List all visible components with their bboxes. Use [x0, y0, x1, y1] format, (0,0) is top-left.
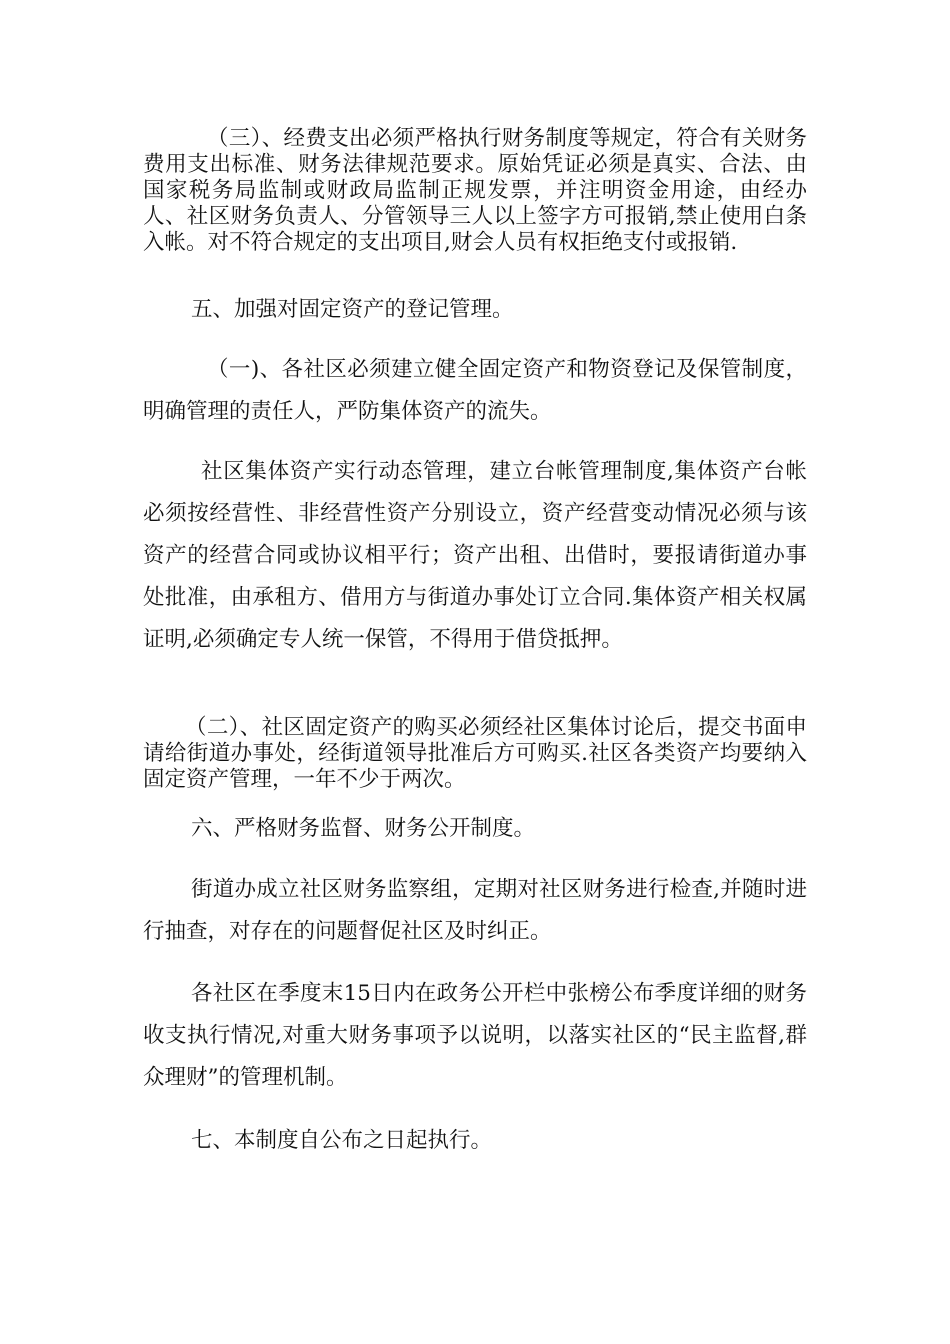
paragraph-2-asset-purchase: （二）、社区固定资产的购买必须经社区集体讨论后，提交书面申请给街道办事处，经街道领导批准后方可购买.社区各类资产均要纳入固定资产管理，一年不少于两次。	[143, 715, 807, 792]
paragraph-3-expense-rules: （三）、经费支出必须严格执行财务制度等规定，符合有关财务费用支出标准、财务法律规范要求。原始凭证必须是真实、合法、由国家税务局监制或财政局监制正规发票，并注明资金用途，由经办人、社区财务负责人、分管领导三人以上签字方可报销,禁止使用白条入帐。对不符合规定的支出项目,财会人员有权拒绝支付或报销.	[143, 126, 807, 255]
paragraph-supervision-group: 街道办成立社区财务监察组，定期对社区财务进行检查,并随时进行抽查，对存在的问题督促社区及时纠正。	[143, 877, 807, 944]
heading-5-fixed-assets: 五、加强对固定资产的登记管理。	[191, 297, 514, 322]
paragraph-asset-management: 社区集体资产实行动态管理，建立台帐管理制度,集体资产台帐必须按经营性、非经营性资产分别设立，资产经营变动情况必须与该资产的经营合同或协议相平行；资产出租、出借时，要报请街道办事处批准，由承租方、借用方与街道办事处订立合同.集体资产相关权属证明,必须确定专人统一保管，不得用于借贷抵押。	[143, 459, 807, 652]
paragraph-1-asset-registration: （一)、各社区必须建立健全固定资产和物资登记及保管制度，明确管理的责任人，严防集体资产的流失。	[143, 357, 807, 424]
heading-7-effective-date: 七、本制度自公布之日起执行。	[191, 1128, 493, 1153]
heading-6-financial-supervision: 六、严格财务监督、财务公开制度。	[191, 816, 536, 841]
paragraph-quarterly-disclosure: 各社区在季度末15日内在政务公开栏中张榜公布季度详细的财务收支执行情况,对重大财务事项予以说明，以落实社区的“民主监督,群众理财”的管理机制。	[143, 981, 807, 1090]
